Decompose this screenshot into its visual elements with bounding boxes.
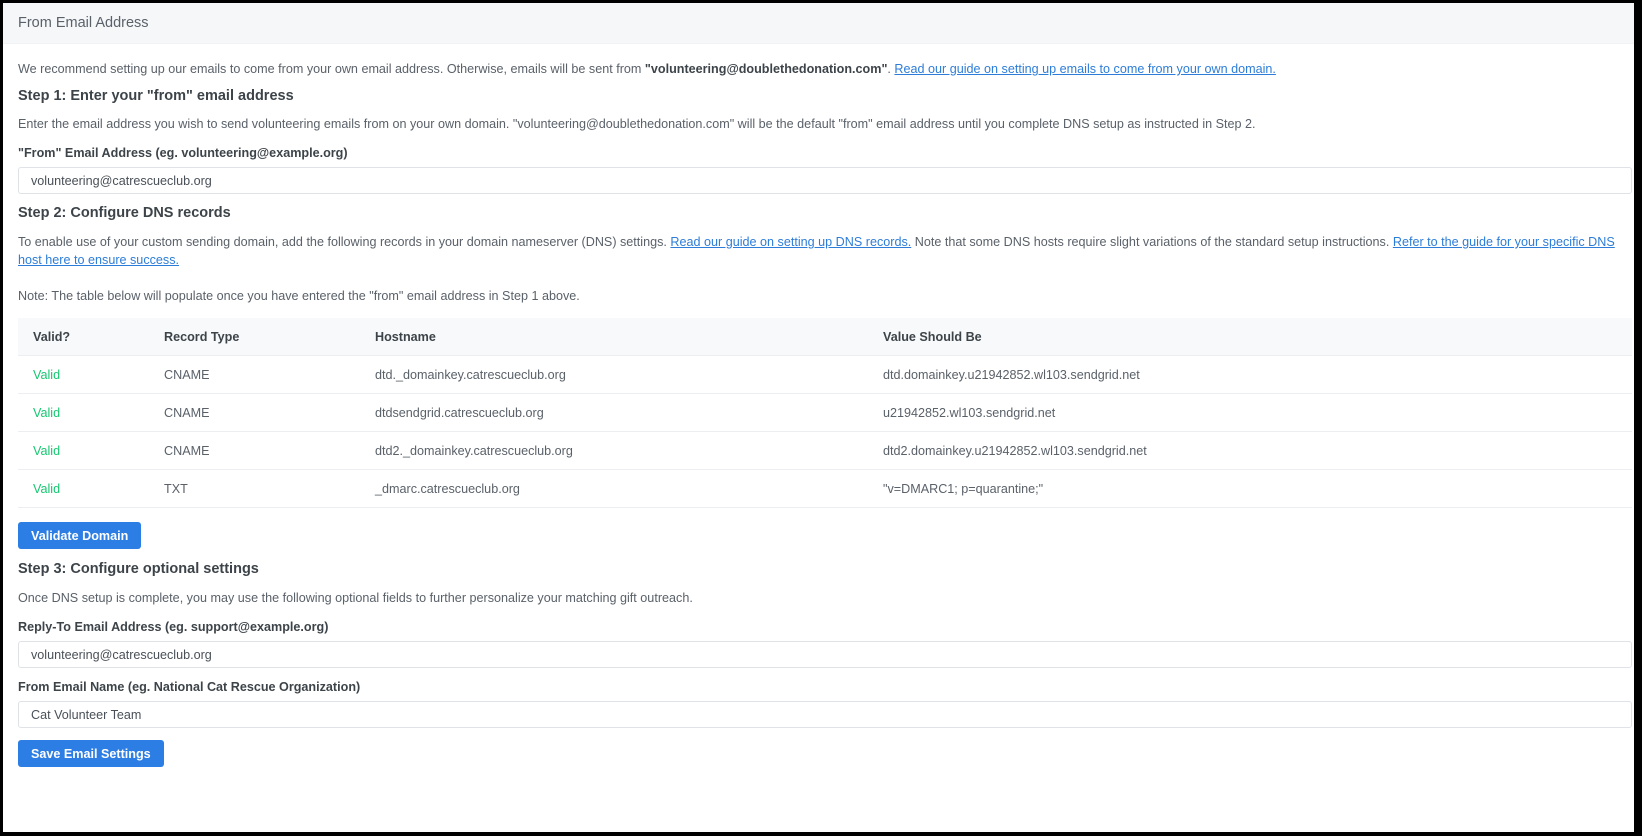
intro-text <box>18 60 1619 78</box>
from-email-field[interactable] <box>18 167 1632 194</box>
from-name-label: From Email Name (eg. National Cat Rescue Organization) <box>18 680 361 694</box>
dns-records-table <box>18 318 1632 508</box>
hostname: dtd2._domainkey.catrescueclub.org <box>360 432 868 470</box>
record-type: CNAME <box>149 432 360 470</box>
step2-heading: Step 2: Configure DNS records <box>18 205 231 221</box>
record-value: dtd2.domainkey.u21942852.wl103.sendgrid.net <box>868 432 1632 470</box>
save-email-settings-button[interactable]: Save Email Settings <box>18 740 164 767</box>
hostname: dtd._domainkey.catrescueclub.org <box>360 356 868 394</box>
step2-description <box>18 233 1619 269</box>
step2-desc-before: To enable use of your custom sending domain, add the following records in your domain nameserver (DNS) settings. <box>18 235 671 249</box>
record-type: CNAME <box>149 356 360 394</box>
own-domain-guide-link[interactable]: Read our guide on setting up emails to come from your own domain. <box>894 62 1276 76</box>
reply-to-email-field[interactable] <box>18 641 1632 668</box>
step1-heading: Step 1: Enter your "from" email address <box>18 88 294 104</box>
intro-text-after: . <box>887 62 895 76</box>
from-name-field[interactable] <box>18 701 1632 728</box>
column-header-value: Value Should Be <box>868 318 1632 356</box>
record-value: dtd.domainkey.u21942852.wl103.sendgrid.net <box>868 356 1632 394</box>
record-type: TXT <box>149 470 360 508</box>
dns-host-guide-link[interactable]: Refer to the guide for your specific DNS host here to ensure success. <box>18 235 1615 267</box>
valid-status: Valid <box>18 470 149 508</box>
record-type: CNAME <box>149 394 360 432</box>
email-settings-card <box>3 3 1634 832</box>
intro-text-before: We recommend setting up our emails to come from your own email address. Otherwise, emails will be sent from <box>18 62 645 76</box>
column-header-record-type: Record Type <box>149 318 360 356</box>
table-row <box>18 394 1632 432</box>
card-body <box>3 60 1634 767</box>
valid-status: Valid <box>18 356 149 394</box>
valid-status: Valid <box>18 394 149 432</box>
table-header-row <box>18 318 1632 356</box>
table-row <box>18 432 1632 470</box>
reply-to-label: Reply-To Email Address (eg. support@example.org) <box>18 620 329 634</box>
step3-heading: Step 3: Configure optional settings <box>18 561 259 577</box>
table-row <box>18 470 1632 508</box>
from-email-value: volunteering@catrescueclub.org <box>31 173 212 188</box>
step2-desc-middle: Note that some DNS hosts require slight variations of the standard setup instructions. <box>911 235 1393 249</box>
table-note: Note: The table below will populate once you have entered the "from" email address in Step 1 above. <box>18 289 580 303</box>
from-email-label: "From" Email Address (eg. volunteering@example.org) <box>18 146 348 160</box>
record-value: u21942852.wl103.sendgrid.net <box>868 394 1632 432</box>
column-header-valid: Valid? <box>18 318 149 356</box>
step1-description: Enter the email address you wish to send volunteering emails from on your own domain. "volunteering@doublethedonation.com" will be the default "from" email address until you complete DNS setup as instructed in Step 2. <box>18 117 1256 131</box>
record-value: "v=DMARC1; p=quarantine;" <box>868 470 1632 508</box>
hostname: _dmarc.catrescueclub.org <box>360 470 868 508</box>
valid-status: Valid <box>18 432 149 470</box>
dns-guide-link[interactable]: Read our guide on setting up DNS records. <box>670 235 912 249</box>
table-row <box>18 356 1632 394</box>
column-header-hostname: Hostname <box>360 318 868 356</box>
default-from-email: "volunteering@doublethedonation.com" <box>644 62 888 76</box>
reply-to-email-value: volunteering@catrescueclub.org <box>31 647 212 662</box>
step3-description: Once DNS setup is complete, you may use the following optional fields to further personalize your matching gift outreach. <box>18 591 693 605</box>
hostname: dtdsendgrid.catrescueclub.org <box>360 394 868 432</box>
validate-domain-button[interactable]: Validate Domain <box>18 522 141 549</box>
card-header <box>3 3 1634 44</box>
from-name-value: Cat Volunteer Team <box>31 707 142 722</box>
card-title: From Email Address <box>18 15 149 31</box>
